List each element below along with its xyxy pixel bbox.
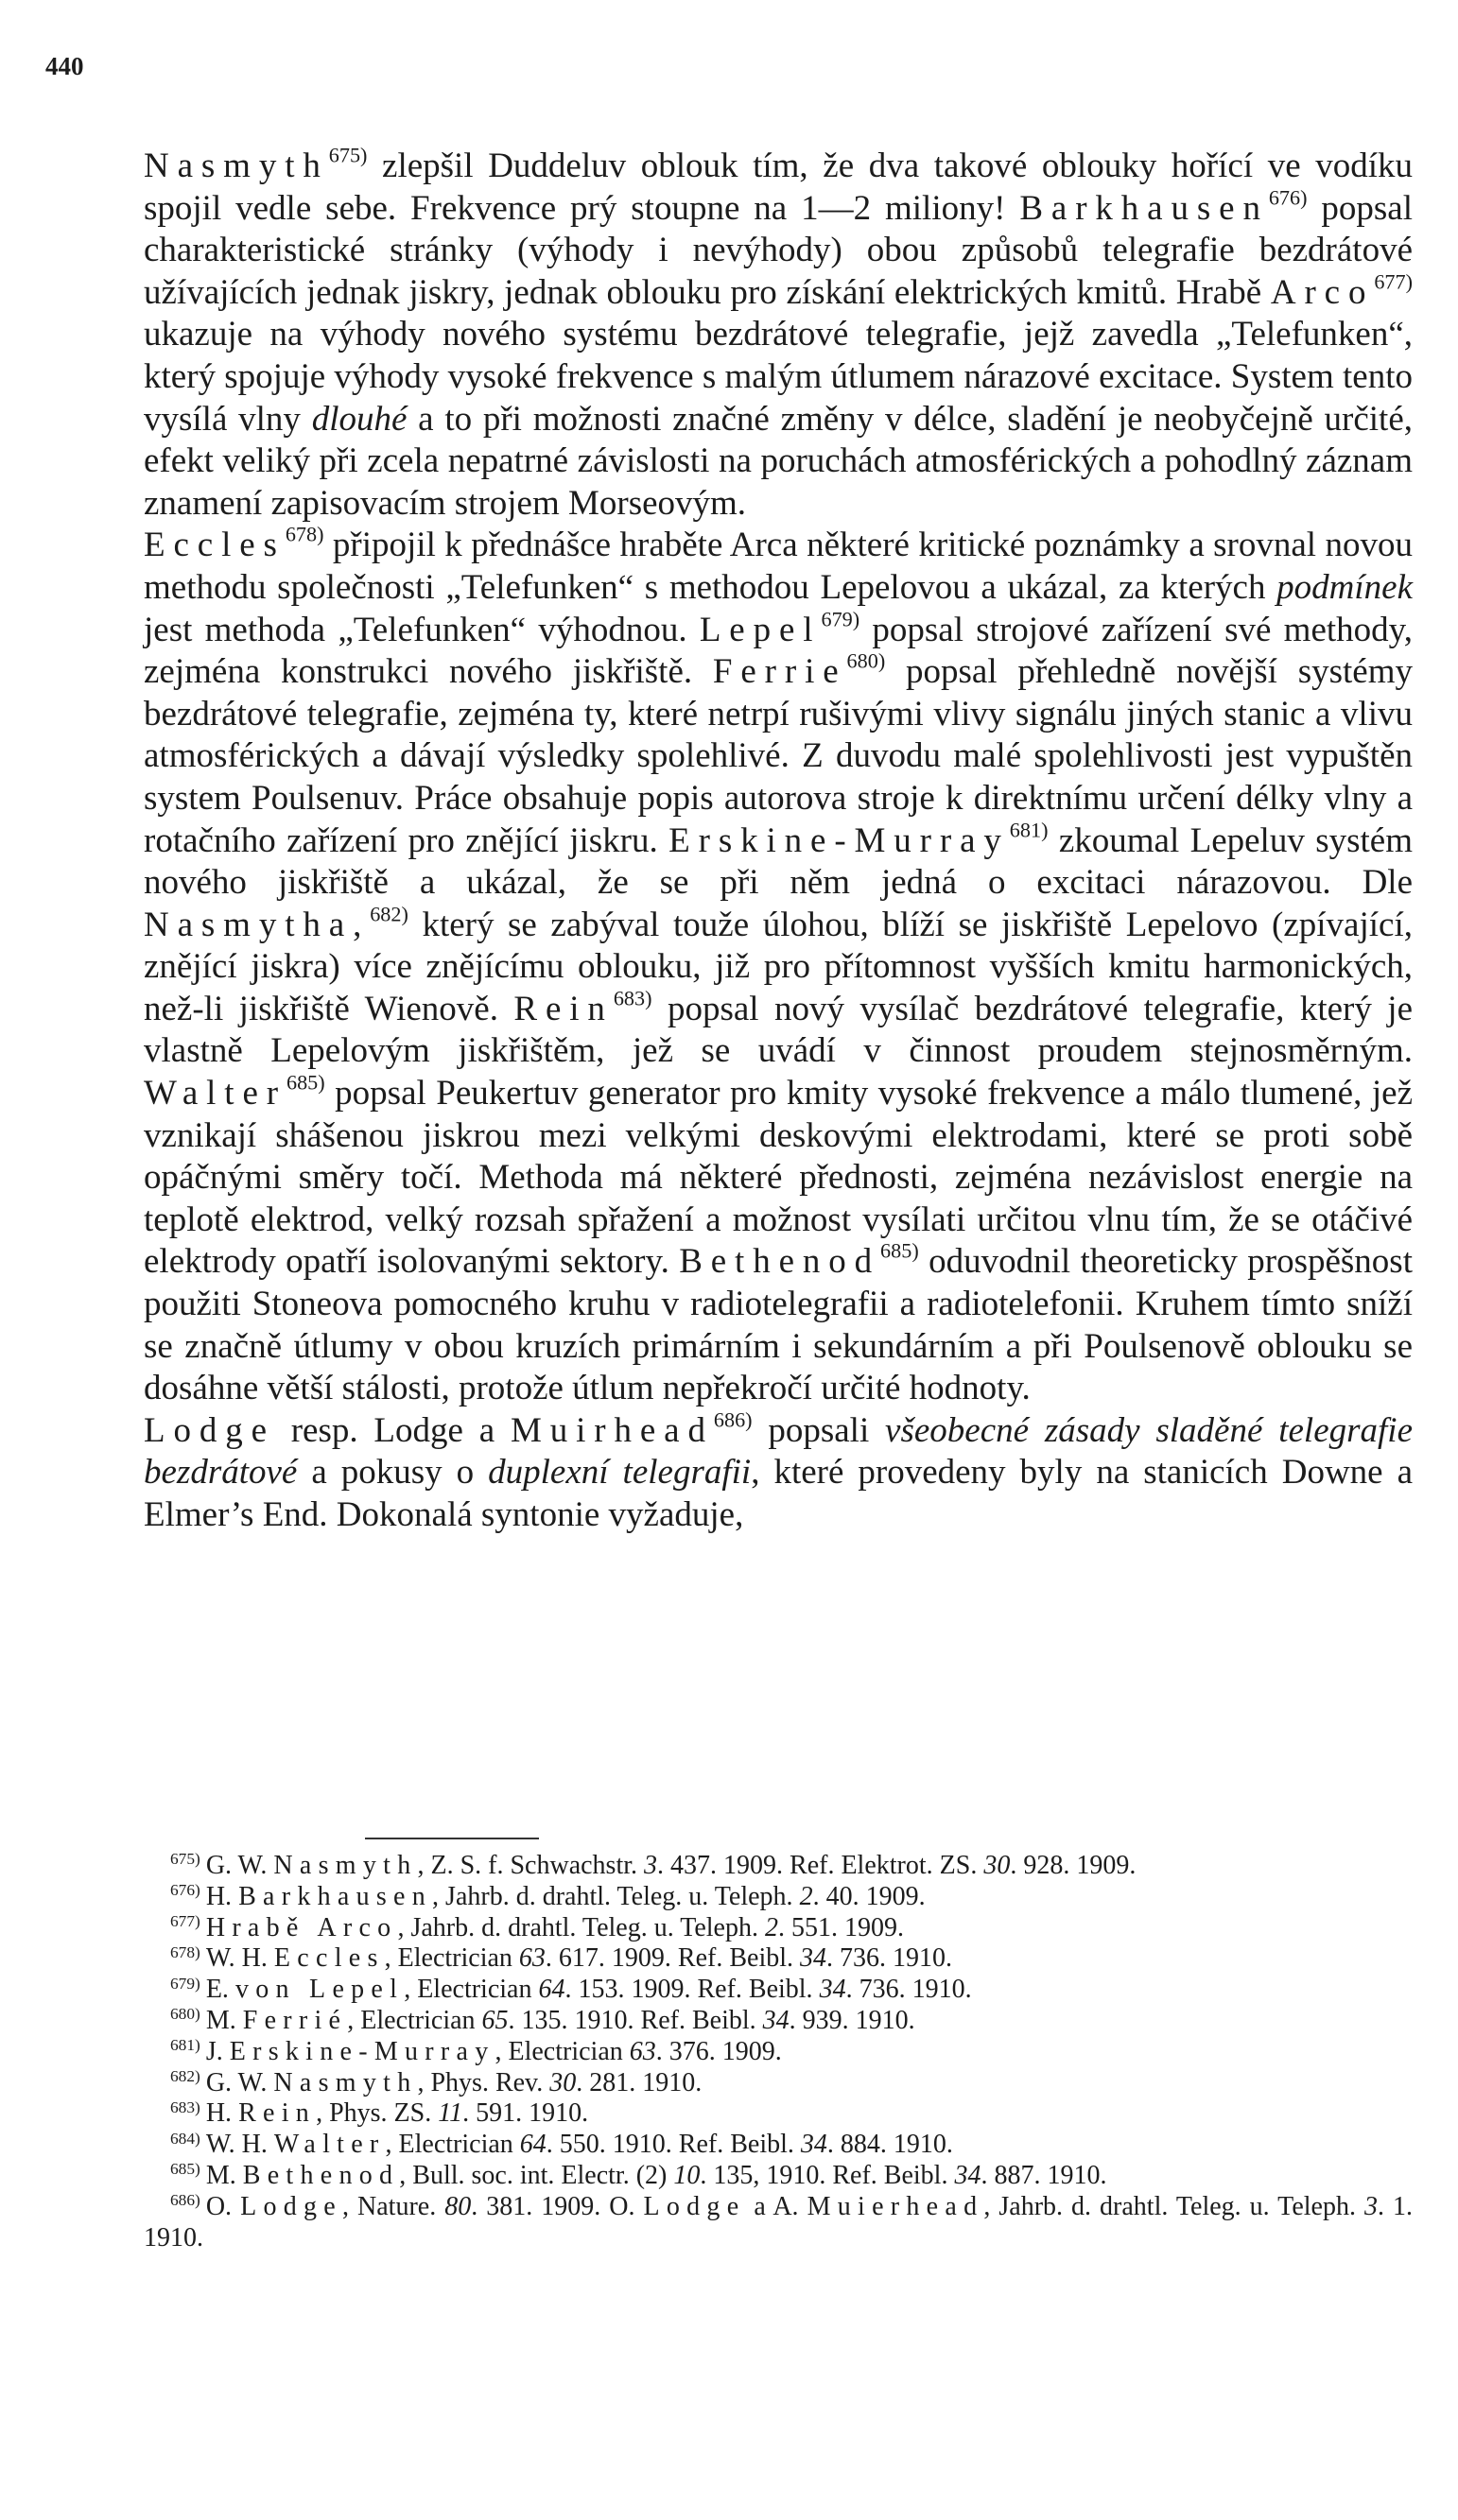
author-name: Ferrie <box>712 652 847 692</box>
text-run: popsal charakteristické stránky (výhody i nevýhody) obou způsobů telegrafie bezdrátové užívajících jednak jiskry, jednak oblouku pro získání elektrických kmitů. Hrabě <box>144 188 1414 312</box>
text-run: popsal Peukertuv generator pro kmity vysoké frekvence a málo tlumené, jež vznikají shášenou jiskrou mezi velkými deskovými elektrodami, které se proti sobě opáčnými směry točí. Methoda má některé přednosti, zejména nezávislost energie na teplotě elektrod, velký rozsah spřažení a možnost vysílati určitou vlnu tím, že se otáčivé elektrody opatří isolovanými sektory. <box>144 1074 1413 1282</box>
footnote-ref: 675) <box>328 143 368 167</box>
footnote-ref: 686) <box>713 1407 753 1432</box>
text-run: . 887. 1910. <box>981 2160 1107 2190</box>
body-text <box>144 143 1414 1537</box>
text-run: , Electrician <box>495 2036 630 2066</box>
author-name: Rein <box>238 2098 317 2129</box>
text-run: O. <box>205 2191 241 2221</box>
text-run: popsali <box>752 1410 886 1450</box>
author-name: Barkhausen <box>238 1881 433 1911</box>
text-run: , Jahrb. d. drahtl. Teleg. u. Teleph. <box>397 1912 765 1942</box>
footnote-divider <box>365 1838 539 1839</box>
author-name: Arco <box>1270 272 1375 312</box>
text-run: . 939. 1910. <box>789 2005 915 2035</box>
author-name: Bethenod <box>242 2160 400 2190</box>
footnote-ref: 683) <box>613 986 652 1010</box>
text-run: . 376. 1909. <box>655 2036 782 2066</box>
text-run: ukazuje na výhody nového systému bezdrátové telegrafie, jejž zavedla „Telefunken“, který spojuje výhody vysoké frekvence s malým útlumem nárazové excitace. System tento vysílá vlny <box>144 315 1413 439</box>
footnote <box>144 1882 1413 1913</box>
text-run: , Z. S. f. Schwachstr. <box>417 1851 645 1880</box>
footnote-number: 682) <box>170 2067 200 2086</box>
text-run: , Electrician <box>404 1975 539 2005</box>
emphasis-text: 34 <box>954 2160 981 2190</box>
emphasis-text: 64 <box>519 2130 547 2160</box>
author-name: Nasmyth <box>273 2067 418 2097</box>
text-run: G. W. <box>205 2067 274 2097</box>
footnote-ref: 679) <box>821 607 860 630</box>
footnote <box>144 2098 1413 2130</box>
emphasis-text: všeobecné zásady sladěné telegrafie bezdrátové <box>144 1410 1413 1493</box>
footnote <box>144 2006 1413 2037</box>
emphasis-text: podmínek <box>1276 567 1413 607</box>
text-run: , Electrician <box>347 2005 482 2035</box>
text-run: M. <box>205 2005 243 2035</box>
emphasis-text: 11 <box>438 2098 463 2129</box>
emphasis-text: 3 <box>644 1851 658 1880</box>
text-run: . 591. 1910. <box>462 2098 589 2129</box>
text-run: H. <box>205 2098 239 2129</box>
text-run: připojil k přednášce hraběte Arca některé kritické poznámky a srovnal novou methodu společnosti „Telefunken“ s methodou Lepelovou a ukázal, za kterých <box>144 526 1413 607</box>
text-run: H. <box>205 1881 239 1911</box>
emphasis-text: 65 <box>481 2005 509 2035</box>
text-run: . 1. 1910. <box>144 2191 1413 2252</box>
author-name: Nasmyth <box>273 1851 418 1880</box>
text-run: zlepšil Duddeluv oblouk tím, že dva takové oblouky hořící ve vodíku spojil vedle sebe. Frekvence prý stoupne na 1—2 miliony! <box>144 147 1413 228</box>
footnote <box>144 2130 1413 2161</box>
author-name: Rein <box>513 989 614 1028</box>
text-run: . 135. 1910. Ref. Beibl. <box>508 2005 763 2035</box>
footnote-ref: 682) <box>370 902 408 926</box>
footnote-ref: 680) <box>846 648 886 673</box>
emphasis-text: 30 <box>549 2067 577 2097</box>
text-run: W. H. <box>205 1943 274 1974</box>
text-run: . 736. 1910. <box>845 1975 972 2005</box>
text-run: popsal přehledně novější systémy bezdrátové telegrafie, zejména ty, které netrpí rušivými vlivy signálu jiných stanic a vlivu atmosférických a dávají výsledky spolehlivé. Z duvodu malé spolehlivosti jest vypuštěn system Poulsenuv. Práce obsahuje popis autorova stroje k direktnímu určení délky vlny a rotačního zařízení pro znějící jiskru. <box>144 652 1413 860</box>
emphasis-text: 63 <box>629 2036 656 2066</box>
author-name: Walter <box>144 1074 286 1113</box>
author-name: Eccles <box>144 526 286 565</box>
footnote-ref: 677) <box>1374 269 1413 294</box>
author-name: Barkhausen <box>1019 188 1269 228</box>
footnote <box>144 2192 1413 2254</box>
text-run: , Nature. <box>342 2191 445 2221</box>
paragraph-p3 <box>144 1407 1414 1537</box>
footnote-number: 685) <box>170 2160 200 2179</box>
text-run: popsal strojové zařízení své methody, zejména konstrukci nového jiskřiště. <box>144 610 1413 692</box>
text-run: popsal nový vysílač bezdrátové telegrafie, který je vlastně Lepelovým jiskřištěm, jež se uvádí v činnost proudem stejnosměrným. <box>144 989 1413 1071</box>
emphasis-text: 30 <box>983 1851 1011 1880</box>
text-run: E. <box>205 1975 235 2005</box>
author-name: Ferrié <box>242 2005 348 2035</box>
text-run: . 281. 1910. <box>576 2067 703 2097</box>
text-run: a pokusy o <box>297 1453 489 1493</box>
text-run: zkoumal Lepeluv systém nového jiskřiště a ukázal, že se při něm jedná o excitaci nárazovou. Dle <box>144 820 1413 903</box>
text-run: , Electrician <box>384 1943 519 1974</box>
text-run: . 884. 1910. <box>826 2130 953 2160</box>
text-run: oduvodnil theoreticky prospěšnost použiti Stoneova pomocného kruhu v radiotelegrafii a radiotelefonii. Kruhem tímto sníží se značně útlumy v obou kruzích primárním i sekundárním a při Poulsenově oblouku se dosáhne větší stálosti, protože útlum nepřekročí určité hodnoty. <box>144 1242 1413 1408</box>
emphasis-text: 63 <box>518 1943 546 1974</box>
footnote <box>144 1913 1413 1944</box>
footnote <box>144 1943 1413 1975</box>
text-run: , které provedeny byly na stanicích Downe a Elmer’s End. Dokonalá syntonie vyžaduje, <box>144 1453 1414 1534</box>
text-run: . 928. 1909. <box>1010 1851 1137 1880</box>
emphasis-text: 34 <box>800 1943 827 1974</box>
footnotes <box>144 1851 1413 2253</box>
emphasis-text: 2 <box>799 1881 813 1911</box>
author-name: Bethenod <box>679 1242 881 1282</box>
text-run: , Electrician <box>385 2130 520 2160</box>
emphasis-text: 34 <box>819 1975 846 2005</box>
text-run: jest methoda „Telefunken“ výhodnou. <box>144 610 700 649</box>
footnote-ref: 685) <box>880 1238 919 1263</box>
author-name: Muirhead <box>510 1410 714 1450</box>
text-run: . 736. 1910. <box>826 1943 953 1974</box>
paragraph-p1 <box>144 143 1414 525</box>
author-name: Nasmytha, <box>144 905 371 944</box>
text-run: , Jahrb. d. drahtl. Teleg. u. Teleph. <box>983 2191 1364 2221</box>
footnote <box>144 2068 1413 2099</box>
text-run: . 40. 1909. <box>812 1881 926 1911</box>
text-run: , Phys. Rev. <box>417 2067 550 2097</box>
text-run: . 551. 1909. <box>777 1912 904 1942</box>
author-name: Erskine-Murray <box>668 820 1010 860</box>
footnote-number: 679) <box>170 1974 200 1993</box>
emphasis-text: 64 <box>538 1975 565 2005</box>
emphasis-text: 3 <box>1363 2191 1378 2221</box>
footnote <box>144 1975 1413 2006</box>
text-run: , Jahrb. d. drahtl. Teleg. u. Teleph. <box>432 1881 800 1911</box>
emphasis-text: dlouhé <box>311 399 408 439</box>
text-run: G. W. <box>205 1851 274 1880</box>
text-run: M. <box>205 2160 243 2190</box>
footnote-number: 683) <box>170 2097 200 2116</box>
emphasis-text: 34 <box>800 2130 827 2160</box>
footnote-number: 681) <box>170 2036 200 2055</box>
emphasis-text: 80 <box>444 2191 472 2221</box>
footnote-number: 676) <box>170 1881 200 1900</box>
footnote-number: 684) <box>170 2129 200 2148</box>
text-run: J. <box>205 2036 230 2066</box>
text-run: resp. Lodge a <box>274 1410 511 1450</box>
footnote-number: 680) <box>170 2005 200 2024</box>
text-run: . 153. 1909. Ref. Beibl. <box>564 1975 820 2005</box>
footnote <box>144 2037 1413 2068</box>
author-name: Walter <box>273 2130 386 2160</box>
text-run: . 135, 1910. Ref. Beibl. <box>700 2160 955 2190</box>
text-run: W. H. <box>205 2130 274 2160</box>
paragraph-p2 <box>144 522 1413 1409</box>
author-name: Erskine-Murray <box>229 2036 495 2066</box>
footnote-number: 675) <box>170 1850 200 1869</box>
author-name: von Lepel <box>234 1975 405 2005</box>
text-run: . 617. 1909. Ref. Beibl. <box>545 1943 801 1974</box>
emphasis-text: duplexní telegrafii <box>488 1453 752 1493</box>
text-run: , Phys. ZS. <box>316 2098 439 2129</box>
emphasis-text: 10 <box>673 2160 701 2190</box>
emphasis-text: 34 <box>762 2005 790 2035</box>
page-number: 440 <box>45 52 84 80</box>
emphasis-text: 2 <box>764 1912 778 1942</box>
author-name: Nasmyth <box>144 147 329 185</box>
text-run: . 381. 1909. O. <box>471 2191 644 2221</box>
footnote-ref: 678) <box>285 522 324 546</box>
footnote <box>144 2161 1413 2192</box>
author-name: Lodge <box>240 2191 342 2221</box>
footnote-number: 677) <box>170 1912 200 1931</box>
footnote <box>144 1851 1413 1882</box>
text-run: . 550. 1910. Ref. Beibl. <box>546 2130 801 2160</box>
footnote-ref: 676) <box>1268 185 1308 210</box>
author-name: Lodge <box>643 2191 746 2221</box>
author-name: Lodge <box>144 1410 275 1450</box>
text-run: a to při možnosti značné změny v délce, sladění je neobyčejně určité, efekt veliký při zcela nepatrné závislosti na poruchách atmosférických a pohodlný záznam znamení zapisovacím strojem Morseovým. <box>144 399 1413 523</box>
text-run: který se zabýval touže úlohou, blíží se jiskřiště Lepelovo (zpívající, znějící jiskra) více znějícímu oblouku, již pro přítomnost vyšších kmitu harmonických, než-li jiskřiště Wienově. <box>144 905 1413 1028</box>
text-run: , Bull. soc. int. Electr. (2) <box>399 2160 674 2190</box>
author-name: Hrabě Arco <box>205 1912 398 1942</box>
footnote-number: 678) <box>170 1942 200 1961</box>
footnote-ref: 685) <box>286 1070 325 1095</box>
author-name: Eccles <box>273 1943 385 1974</box>
text-run: a A. <box>745 2191 807 2221</box>
footnote-number: 686) <box>170 2191 200 2210</box>
text-run: . 437. 1909. Ref. Elektrot. ZS. <box>657 1851 984 1880</box>
author-name: Lepel <box>699 610 822 649</box>
author-name: Muierhead <box>807 2191 984 2221</box>
footnote-ref: 681) <box>1009 817 1049 841</box>
